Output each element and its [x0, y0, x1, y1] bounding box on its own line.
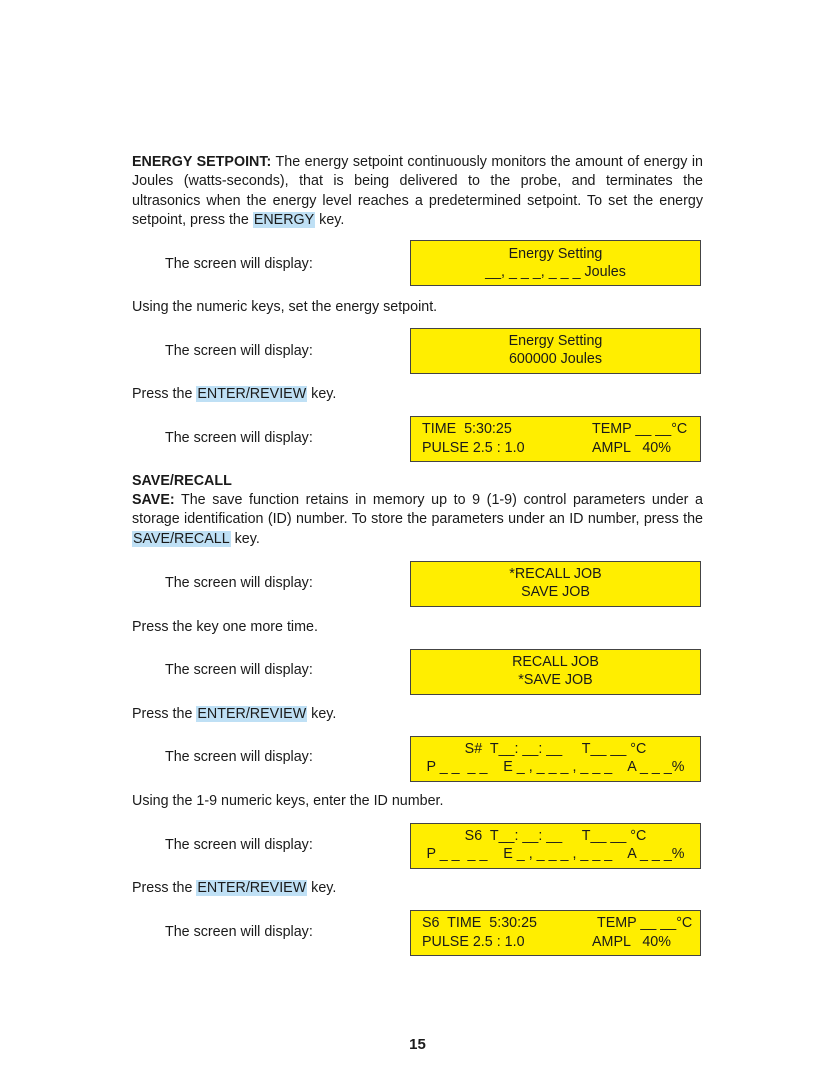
- lcd-display-energy-600000: [410, 328, 701, 374]
- key-word: key.: [307, 880, 337, 896]
- lcd-line-1: RECALL JOB: [512, 654, 599, 670]
- lcd-display-storage-blank: [410, 736, 701, 782]
- screen-label: The screen will display:: [165, 343, 313, 359]
- lcd-line-2: 600000 Joules: [508, 351, 602, 367]
- instruction-id-number: Using the 1-9 numeric keys, enter the ID number.: [132, 793, 444, 809]
- save-tail: key.: [230, 530, 260, 547]
- lcd-line-2: __, _ _ _, _ _ _ Joules: [485, 264, 626, 280]
- save-recall-heading: SAVE/RECALL: [132, 473, 232, 489]
- enter-review-key: ENTER/REVIEW: [197, 706, 307, 722]
- lcd-time: S6 TIME 5:30:25: [422, 915, 537, 931]
- lcd-display-recall-selected: [410, 561, 701, 607]
- instruction-one-more: Press the key one more time.: [132, 619, 318, 635]
- screen-label: The screen will display:: [165, 662, 313, 678]
- lcd-line-2: P _ _ _ _ E _ , _ _ _ , _ _ _ A _ _ _%: [426, 846, 685, 862]
- energy-setpoint-heading: ENERGY SETPOINT:: [132, 154, 272, 170]
- screen-label: The screen will display:: [165, 837, 313, 853]
- lcd-display-save-selected: [410, 649, 701, 695]
- screen-label: The screen will display:: [165, 749, 313, 765]
- press-text: Press the: [132, 706, 197, 722]
- press-text: Press the: [132, 386, 197, 402]
- energy-tail: key.: [315, 211, 345, 228]
- screen-label: The screen will display:: [165, 924, 313, 940]
- screen-label: The screen will display:: [165, 575, 313, 591]
- lcd-temp: TEMP __ __°C: [597, 915, 693, 931]
- lcd-ampl: AMPL 40%: [592, 440, 671, 456]
- lcd-pulse: PULSE 2.5 : 1.0: [422, 440, 525, 456]
- instruction-press-enter: [132, 385, 336, 404]
- lcd-line-1: *RECALL JOB: [509, 566, 602, 582]
- save-recall-key: SAVE/RECALL: [133, 530, 230, 547]
- screen-label: The screen will display:: [165, 430, 313, 446]
- lcd-display-time-status: [410, 416, 701, 462]
- screen-label: The screen will display:: [165, 256, 313, 272]
- key-word: key.: [307, 386, 337, 402]
- lcd-display-energy-setting: [410, 240, 701, 286]
- instruction-press-enter: [132, 705, 336, 724]
- lcd-line-1: S# T__: __: __ T__ __ °C: [464, 741, 647, 757]
- energy-setpoint-text: The energy setpoint continuously monitors the amount of energy in Joules (watts-seconds), that is being delivered to the probe, and terminates the ultrasonics when the energy level reaches a predetermined setpoint. To set the energy setpoint, press the: [132, 154, 703, 228]
- instruction-numeric: Using the numeric keys, set the energy setpoint.: [132, 299, 438, 315]
- lcd-line-2: *SAVE JOB: [518, 672, 593, 688]
- energy-key: ENERGY: [253, 211, 315, 228]
- save-paragraph: [132, 491, 703, 549]
- key-word: key.: [307, 706, 337, 722]
- save-text: The save function retains in memory up to 9 (1-9) control parameters under a storage identification (ID) number. To store the parameters under an ID number, press the: [132, 492, 703, 528]
- lcd-display-storage-s6: [410, 823, 701, 869]
- lcd-line-2: P _ _ _ _ E _ , _ _ _ , _ _ _ A _ _ _%: [426, 759, 685, 775]
- save-heading: SAVE:: [132, 492, 175, 508]
- page-number: 15: [409, 1036, 426, 1053]
- lcd-display-s6-status: [410, 910, 701, 956]
- enter-review-key: ENTER/REVIEW: [197, 880, 307, 896]
- lcd-line-2: SAVE JOB: [521, 584, 590, 600]
- lcd-ampl: AMPL 40%: [592, 934, 671, 950]
- press-text: Press the: [132, 880, 197, 896]
- lcd-temp: TEMP __ __°C: [592, 421, 688, 437]
- lcd-line-1: Energy Setting: [508, 333, 603, 349]
- enter-review-key: ENTER/REVIEW: [197, 386, 307, 402]
- instruction-press-enter: [132, 879, 336, 898]
- lcd-line-1: Energy Setting: [508, 246, 603, 262]
- lcd-pulse: PULSE 2.5 : 1.0: [422, 934, 525, 950]
- energy-setpoint-paragraph: [132, 153, 703, 230]
- lcd-line-1: S6 T__: __: __ T__ __ °C: [464, 828, 647, 844]
- lcd-time: TIME 5:30:25: [422, 421, 512, 437]
